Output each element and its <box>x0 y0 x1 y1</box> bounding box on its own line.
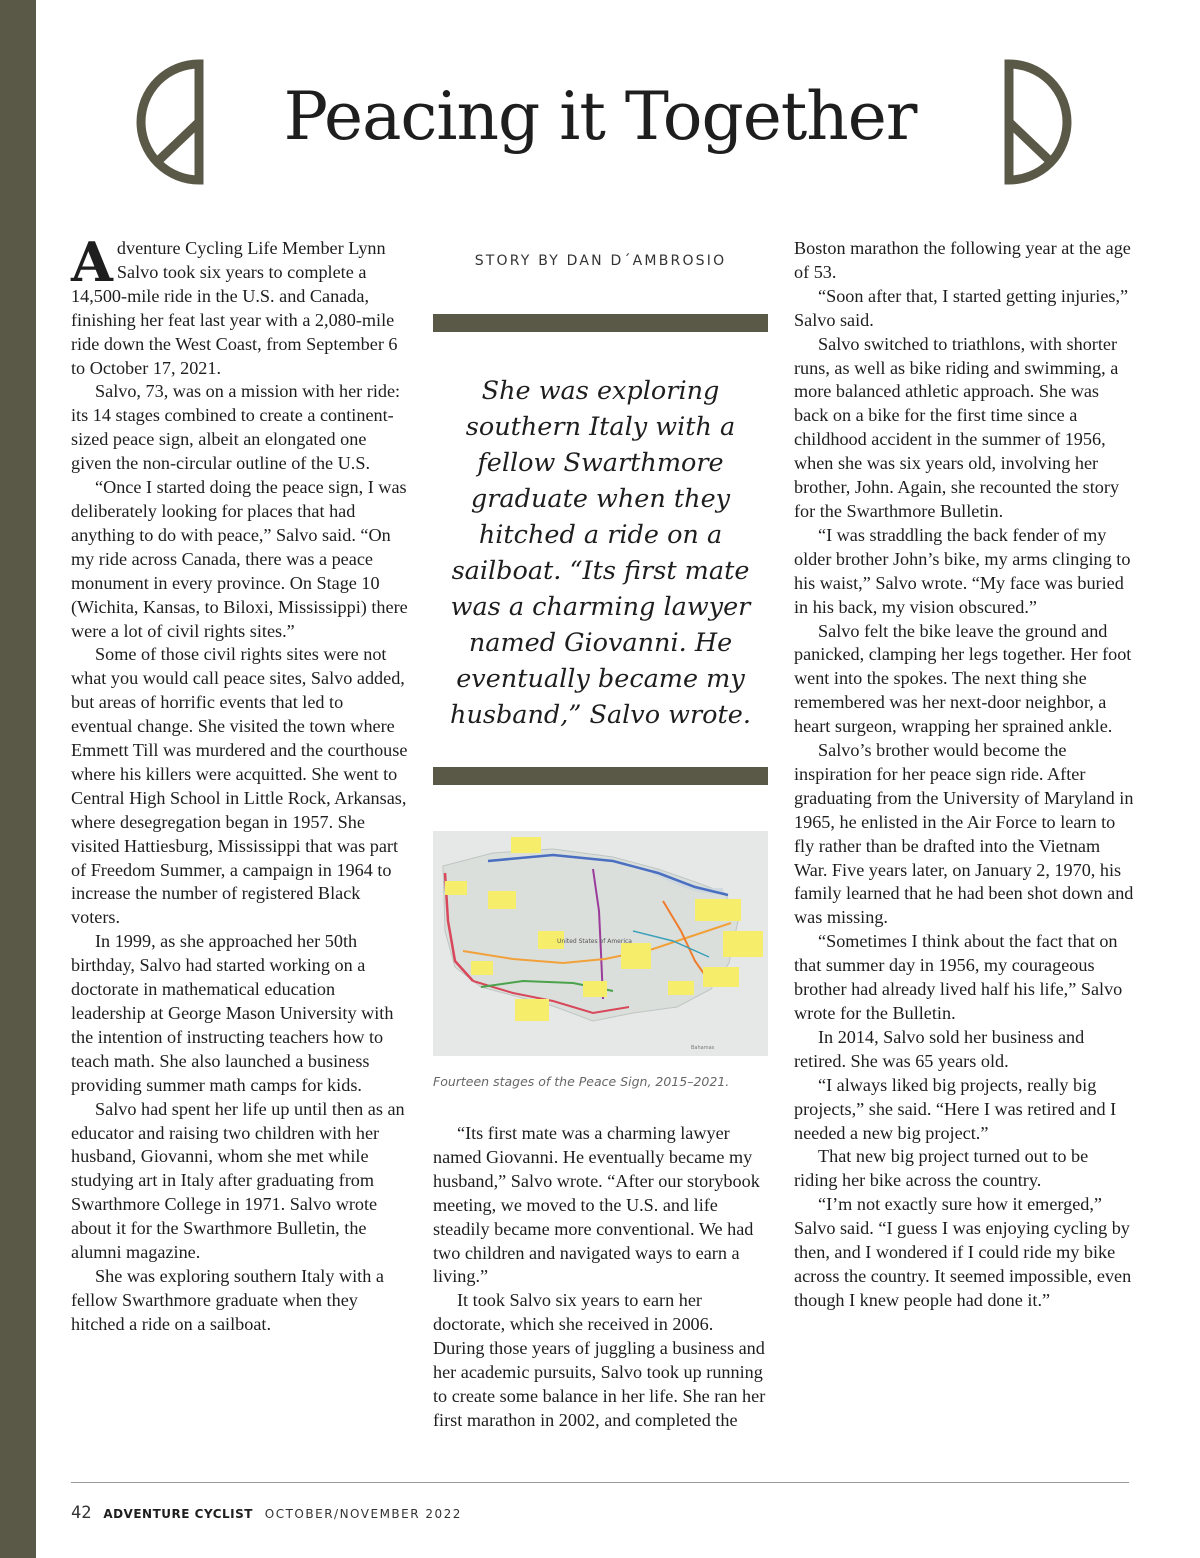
paragraph: Salvo had spent her life up until then as an educator and raising two children with her husband, Giovanni, whom she met while studying art in Italy after graduating from Swarthmore College in 1971. Salvo wrote about it for the Swarthmore Bulletin, the alumni magazine. <box>71 1098 405 1263</box>
peace-sign-left-half-icon <box>133 58 205 186</box>
article-column-3 <box>794 237 1134 1313</box>
paragraph: “I always liked big projects, really big projects,” she said. “Here I was retired and I needed a new big project.” <box>794 1074 1117 1143</box>
paragraph: In 2014, Salvo sold her business and retired. She was 65 years old. <box>794 1026 1085 1071</box>
paragraph: Salvo felt the bike leave the ground and panicked, clamping her legs together. Her foot went into the spokes. The next thing she remembered was her next-door neighbor, a heart surgeon, wrapping her sprained ankle. <box>794 620 1132 737</box>
footer-divider <box>71 1482 1129 1483</box>
paragraph: “Sometimes I think about the fact that on that summer day in 1956, my courageous brother had already lived half his life,” Salvo wrote for the Bulletin. <box>794 931 1123 1023</box>
paragraph: “Once I started doing the peace sign, I was deliberately looking for places that had anything to do with peace,” Salvo said. “On my ride across Canada, there was a peace monument in every province. On Stage 10 (Wichita, Kansas, to Biloxi, Mississippi) there were a lot of civil rights sites.” <box>71 477 408 641</box>
paragraph: It took Salvo six years to earn her doctorate, which she received in 2006. During those years of juggling a business and her academic pursuits, Salvo took up running to create some balance in her life. She ran her first marathon in 2002, and completed the <box>433 1290 766 1430</box>
byline: STORY BY DAN D´AMBROSIO <box>474 253 727 269</box>
paragraph: Some of those civil rights sites were not what you would call peace sites, Salvo added, but areas of horrific events that led to eventual change. She visited the town where Emmett Till was murdered and the courthouse where his killers were acquitted. She went to Central High School in Little Rock, Arkansas, where desegregation began in 1957. She visited Hattiesburg, Mississippi that was part of Freedom Summer, a campaign in 1964 to increase the number of registered Black voters. <box>71 644 408 928</box>
page-footer <box>71 1503 462 1523</box>
magazine-name: ADVENTURE CYCLIST <box>103 1507 253 1521</box>
paragraph: “Soon after that, I started getting injuries,” Salvo said. <box>794 285 1129 330</box>
paragraph <box>71 230 409 380</box>
route-map-image <box>433 831 768 1056</box>
map-credit-label: Bahamas <box>691 1045 715 1051</box>
pullquote-rule-top <box>433 314 768 332</box>
peace-sign-right-half-icon <box>1003 58 1075 186</box>
map-graphic <box>433 831 768 1056</box>
paragraph: “I was straddling the back fender of my older brother John’s bike, my arms clinging to his waist,” Salvo wrote. “My face was buried in his back, my vision obscured.” <box>794 524 1131 617</box>
paragraph: Salvo, 73, was on a mission with her ride: its 14 stages combined to create a continent-sized peace sign, albeit an elongated one given the non-circular outline of the U.S. <box>71 381 401 474</box>
side-color-bar <box>0 0 36 1558</box>
pull-quote: She was exploring southern Italy with a fellow Swarthmore graduate when they hitched a ride on a sailboat. “Its first mate was a charming lawyer named Giovanni. He eventually became my husband,” Salvo wrote. <box>450 376 751 730</box>
paragraph: She was exploring southern Italy with a fellow Swarthmore graduate when they hitched a ride on a sailboat. <box>71 1265 384 1334</box>
paragraph: Salvo’s brother would become the inspiration for her peace sign ride. After graduating from the University of Maryland in 1965, he enlisted in the Air Force to learn to fly rather than be drafted into the Vietnam War. Five years later, on January 2, 1970, his family learned that he had been shot down and was missing. <box>794 740 1134 928</box>
pullquote-rule-bottom <box>433 767 768 785</box>
page-number: 42 <box>71 1503 92 1523</box>
article-title: Peacing it Together <box>283 78 917 155</box>
paragraph: Boston marathon the following year at the age of 53. <box>794 238 1131 282</box>
paragraph: “Its first mate was a charming lawyer named Giovanni. He eventually became my husband,” Salvo wrote. “After our storybook meeting, we moved to the U.S. and life steadily became more conventional. We had two children and navigated ways to earn a living.” <box>433 1123 760 1287</box>
issue-date: OCTOBER/NOVEMBER 2022 <box>264 1507 462 1521</box>
drop-cap: A <box>71 230 113 294</box>
paragraph: In 1999, as she approached her 50th birthday, Salvo had started working on a doctorate in mathematical education leadership at George Mason University with the intention of instructing teachers how to teach math. She also launched a business providing summer math camps for kids. <box>71 931 394 1095</box>
paragraph-text: dventure Cycling Life Member Lynn Salvo took six years to complete a 14,500-mile ride in the U.S. and Canada, finishing her feat last year with a 2,080-mile ride down the West Coast, from September 6 to October 17, 2021. <box>71 238 398 378</box>
map-caption: Fourteen stages of the Peace Sign, 2015–2021. <box>433 1074 730 1089</box>
article-column-1 <box>71 230 409 1337</box>
paragraph: “I’m not exactly sure how it emerged,” Salvo said. “I guess I was enjoying cycling by then, and I wondered if I could ride my bike across the country. It seemed impossible, even though I knew people had done it.” <box>794 1194 1132 1310</box>
paragraph: Salvo switched to triathlons, with shorter runs, as well as bike riding and swimming, a more balanced athletic approach. She was back on a bike for the first time since a childhood accident in the summer of 1956, when she was six years old, involving her brother, John. Again, she recounted the story for the Swarthmore Bulletin. <box>794 333 1120 521</box>
article-column-2 <box>433 1122 768 1433</box>
paragraph: That new big project turned out to be riding her bike across the country. <box>794 1146 1089 1191</box>
map-country-label: United States of America <box>557 938 632 945</box>
